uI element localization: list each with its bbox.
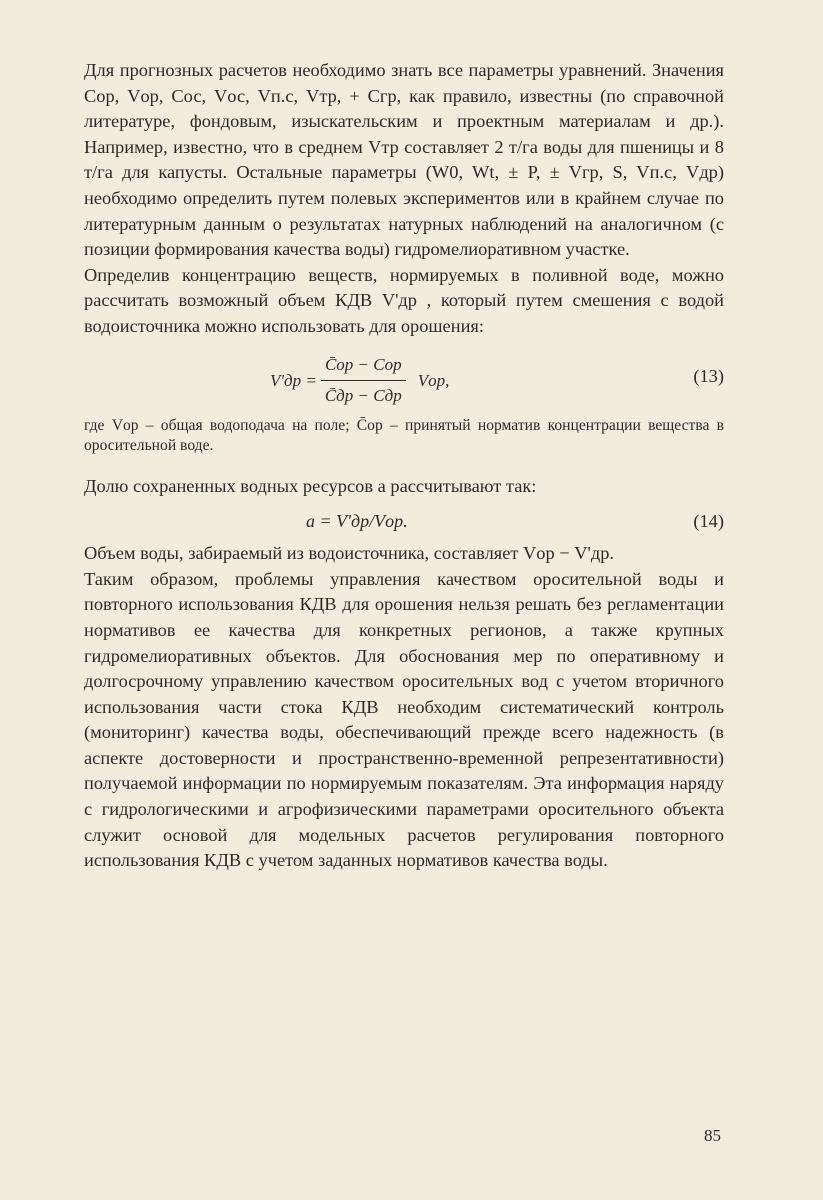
- formula-14-body: a = V'др/Vор.: [306, 511, 408, 532]
- paragraph-3: Долю сохраненных водных ресурсов a рассчитывают так:: [84, 475, 537, 496]
- formula-13: [84, 352, 724, 410]
- equation-number-13: (13): [693, 365, 724, 386]
- page-body: [84, 58, 724, 874]
- page-number: 85: [704, 1126, 721, 1145]
- equation-number-14: (14): [693, 511, 724, 532]
- formula-13-denominator: C̄др − Cдр: [324, 386, 402, 406]
- formula-13-body: [270, 354, 449, 408]
- paragraph-1: Для прогнозных расчетов необходимо знать все параметры уравнений. Значения Cор, Vор, Cос, Vос, Vп.с, Vтр, + Cгр, как правило, известны (по справочной литературе, фондовым, изыскательским и проектным материалам и др.). Например, известно, что в среднем Vтр составляет 2 т/га воды для пшеницы и 8 т/га для капусты. Остальные параметры (W0, Wt, ± P, ± Vгр, S, Vп.с, Vдр) необходимо определить путем полевых экспериментов или в крайнем случае по литературным данным о результатах натурных наблюдений на аналогичном (с позиции формирования качества воды) гидромелиоративном участке.: [84, 60, 724, 260]
- formula-13-rhs: Vор,: [417, 370, 450, 390]
- formula-13-lhs: V'др =: [270, 370, 317, 390]
- formula-13-numerator: C̄ор − Cор: [321, 352, 406, 381]
- formula-13-note: где Vор – общая водоподача на поле; C̄ор – принятый норматив концентрации вещества в оросительной воде.: [84, 416, 724, 454]
- formula-13-fraction: [321, 352, 406, 408]
- formula-14: [84, 507, 724, 537]
- paragraph-2: Определив концентрацию веществ, нормируемых в поливной воде, можно рассчитать возможный объем КДВ V'др , который путем смешения с водой водоисточника можно использовать для орошения:: [84, 264, 724, 336]
- paragraph-4: Объем воды, забираемый из водоисточника, составляет Vор − V'др.: [84, 543, 615, 564]
- paragraph-5: Таким образом, проблемы управления качеством оросительной воды и повторного использования КДВ для орошения нельзя решать без регламентации нормативов ее качества для конкретных регионов, а также крупных гидромелиоративных объектов. Для обоснования мер по оперативному и долгосрочному управлению качеством оросительных вод с учетом вторичного использования части стока КДВ необходим систематический контроль (мониторинг) качества воды, обеспечивающий прежде всего надежность (в аспекте достоверности и пространственно-временной репрезентативности) получаемой информации по нормируемым показателям. Эта информация наряду с гидрологическими и агрофизическими параметрами оросительного объекта служит основой для модельных расчетов регулирования повторного использования КДВ с учетом заданных нормативов качества воды.: [84, 568, 724, 871]
